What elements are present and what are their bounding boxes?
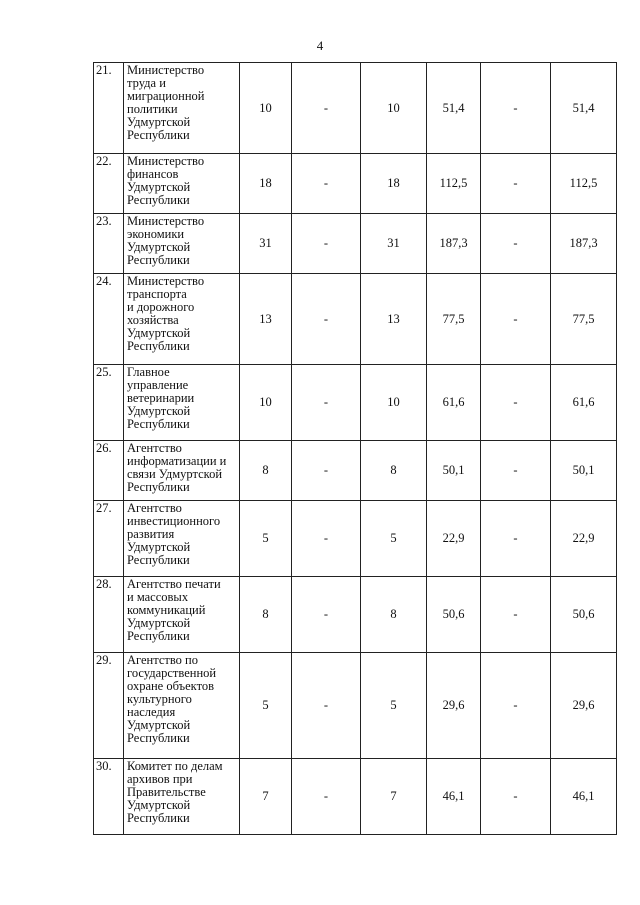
cell-value: -: [481, 274, 551, 365]
row-number: 21.: [94, 63, 124, 154]
cell-value: -: [292, 365, 361, 441]
cell-value: 8: [361, 441, 427, 501]
cell-value: 46,1: [427, 759, 481, 835]
cell-value: 5: [361, 653, 427, 759]
cell-value: 7: [361, 759, 427, 835]
table-row: [94, 365, 617, 441]
cell-value: -: [481, 214, 551, 274]
cell-value: -: [292, 577, 361, 653]
cell-value: -: [292, 154, 361, 214]
cell-value: 187,3: [427, 214, 481, 274]
organization-name: Агентство печати и массовых коммуникаций Удмуртской Республики: [124, 577, 240, 653]
cell-value: -: [481, 154, 551, 214]
cell-value: 112,5: [551, 154, 617, 214]
row-number: 28.: [94, 577, 124, 653]
cell-value: -: [292, 441, 361, 501]
cell-value: 31: [361, 214, 427, 274]
table-row: [94, 214, 617, 274]
organization-name: Главное управление ветеринарии Удмуртской Республики: [124, 365, 240, 441]
cell-value: 8: [240, 577, 292, 653]
cell-value: -: [292, 759, 361, 835]
allocation-table: [93, 62, 617, 835]
table-row: [94, 63, 617, 154]
cell-value: -: [292, 214, 361, 274]
organization-name: Комитет по делам архивов при Правительстве Удмуртской Республики: [124, 759, 240, 835]
table-row: [94, 653, 617, 759]
organization-name: Агентство по государственной охране объектов культурного наследия Удмуртской Республики: [124, 653, 240, 759]
cell-value: 50,1: [427, 441, 481, 501]
cell-value: 8: [240, 441, 292, 501]
cell-value: 18: [240, 154, 292, 214]
cell-value: 22,9: [427, 501, 481, 577]
cell-value: 29,6: [427, 653, 481, 759]
organization-name: Агентство информатизации и связи Удмуртской Республики: [124, 441, 240, 501]
row-number: 26.: [94, 441, 124, 501]
cell-value: 5: [240, 653, 292, 759]
cell-value: 5: [361, 501, 427, 577]
cell-value: 46,1: [551, 759, 617, 835]
row-number: 25.: [94, 365, 124, 441]
cell-value: 29,6: [551, 653, 617, 759]
cell-value: 5: [240, 501, 292, 577]
organization-name: Министерство труда и миграционной политики Удмуртской Республики: [124, 63, 240, 154]
row-number: 27.: [94, 501, 124, 577]
cell-value: 10: [361, 365, 427, 441]
cell-value: 10: [361, 63, 427, 154]
organization-name: Министерство финансов Удмуртской Республики: [124, 154, 240, 214]
cell-value: -: [481, 653, 551, 759]
cell-value: 77,5: [551, 274, 617, 365]
cell-value: -: [292, 501, 361, 577]
row-number: 22.: [94, 154, 124, 214]
cell-value: -: [481, 365, 551, 441]
cell-value: -: [481, 759, 551, 835]
row-number: 23.: [94, 214, 124, 274]
cell-value: 31: [240, 214, 292, 274]
cell-value: -: [292, 274, 361, 365]
cell-value: 187,3: [551, 214, 617, 274]
cell-value: -: [292, 653, 361, 759]
cell-value: 13: [240, 274, 292, 365]
cell-value: -: [481, 577, 551, 653]
cell-value: -: [481, 501, 551, 577]
cell-value: 50,1: [551, 441, 617, 501]
table-row: [94, 759, 617, 835]
row-number: 30.: [94, 759, 124, 835]
cell-value: 112,5: [427, 154, 481, 214]
cell-value: 61,6: [551, 365, 617, 441]
cell-value: -: [481, 63, 551, 154]
organization-name: Министерство экономики Удмуртской Республики: [124, 214, 240, 274]
table-row: [94, 154, 617, 214]
cell-value: 10: [240, 365, 292, 441]
cell-value: 13: [361, 274, 427, 365]
cell-value: 50,6: [427, 577, 481, 653]
cell-value: 10: [240, 63, 292, 154]
table-row: [94, 577, 617, 653]
table-row: [94, 274, 617, 365]
table-row: [94, 501, 617, 577]
cell-value: 18: [361, 154, 427, 214]
cell-value: -: [481, 441, 551, 501]
page-number: 4: [316, 38, 324, 53]
row-number: 24.: [94, 274, 124, 365]
cell-value: 7: [240, 759, 292, 835]
organization-name: Министерство транспорта и дорожного хозяйства Удмуртской Республики: [124, 274, 240, 365]
cell-value: 8: [361, 577, 427, 653]
row-number: 29.: [94, 653, 124, 759]
cell-value: 50,6: [551, 577, 617, 653]
organization-name: Агентство инвестиционного развития Удмуртской Республики: [124, 501, 240, 577]
cell-value: -: [292, 63, 361, 154]
cell-value: 61,6: [427, 365, 481, 441]
cell-value: 77,5: [427, 274, 481, 365]
cell-value: 51,4: [551, 63, 617, 154]
cell-value: 51,4: [427, 63, 481, 154]
table-row: [94, 441, 617, 501]
cell-value: 22,9: [551, 501, 617, 577]
